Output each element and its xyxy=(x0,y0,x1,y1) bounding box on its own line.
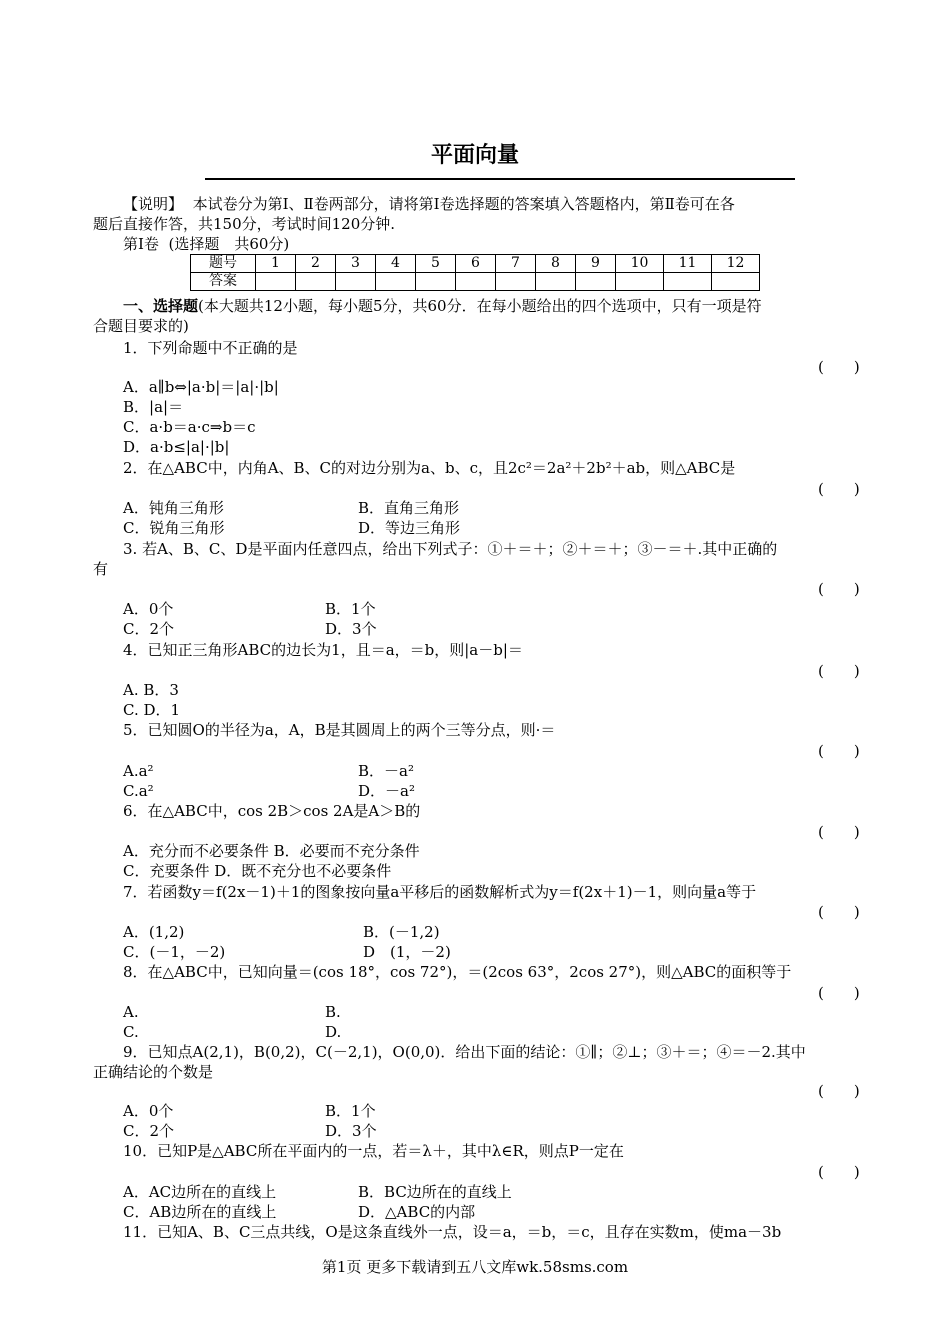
intro-text-1: 本试卷分为第Ⅰ、Ⅱ卷两部分，请将第Ⅰ卷选择题的答案填入答题格内，第Ⅱ卷可在各 xyxy=(192,195,735,213)
question-8-option-a[interactable]: A. xyxy=(123,1003,139,1021)
question-6-stem: 6．在△ABC中，cos 2B＞cos 2A是A＞B的 xyxy=(123,802,421,820)
section-1-desc-1: (本大题共12小题，每小题5分，共60分．在每小题给出的四个选项中，只有一项是符 xyxy=(198,297,762,315)
question-6-answer-blank[interactable]: ( ) xyxy=(818,823,860,841)
answer-cell[interactable] xyxy=(456,273,496,291)
answer-table-answer-row xyxy=(191,273,760,291)
question-8-stem: 8．在△ABC中，已知向量＝(cos 18°，cos 72°)，＝(2cos 63°，2cos 27°)，则△ABC的面积等于 xyxy=(123,963,792,981)
table-cell: 5 xyxy=(416,255,456,273)
section-1-heading: 一、选择题 xyxy=(123,297,199,315)
table-cell: 3 xyxy=(336,255,376,273)
answer-cell[interactable] xyxy=(296,273,336,291)
question-3-option-d[interactable]: D．3个 xyxy=(325,620,377,638)
question-9-option-d[interactable]: D．3个 xyxy=(325,1122,377,1140)
answer-table xyxy=(190,254,760,291)
answer-cell[interactable] xyxy=(536,273,576,291)
question-3-stem-2: 有 xyxy=(93,560,109,578)
question-5-option-d[interactable]: D．－a² xyxy=(358,782,415,800)
table-cell: 9 xyxy=(576,255,616,273)
question-10-option-c[interactable]: C．AB边所在的直线上 xyxy=(123,1203,277,1221)
question-7-option-d[interactable]: D (1，－2) xyxy=(363,943,451,961)
question-9-stem-1: 9．已知点A(2,1)，B(0,2)，C(－2,1)，O(0,0)．给出下面的结论：①∥；②⊥；③＋＝；④＝－2.其中 xyxy=(123,1043,806,1061)
question-3-option-a[interactable]: A．0个 xyxy=(123,600,174,618)
question-4-options-cd[interactable]: C. D．1 xyxy=(123,701,181,719)
question-5-option-c[interactable]: C.a² xyxy=(123,782,154,800)
intro-text-2: 题后直接作答，共150分，考试时间120分钟. xyxy=(93,215,396,233)
question-2-option-a[interactable]: A．钝角三角形 xyxy=(123,499,224,517)
table-cell: 2 xyxy=(296,255,336,273)
question-7-option-a[interactable]: A．(1,2) xyxy=(123,923,185,941)
question-8-option-d[interactable]: D. xyxy=(325,1023,342,1041)
question-9-stem-2: 正确结论的个数是 xyxy=(93,1063,214,1081)
question-4-answer-blank[interactable]: ( ) xyxy=(818,662,860,680)
page-title: 平面向量 xyxy=(430,143,519,168)
question-10-option-d[interactable]: D．△ABC的内部 xyxy=(358,1203,476,1221)
question-3-option-c[interactable]: C．2个 xyxy=(123,620,175,638)
table-cell: 11 xyxy=(664,255,712,273)
answer-cell[interactable] xyxy=(664,273,712,291)
title-underline xyxy=(205,178,795,180)
question-9-answer-blank[interactable]: ( ) xyxy=(818,1082,860,1100)
question-9-option-c[interactable]: C．2个 xyxy=(123,1122,175,1140)
question-4-options-ab[interactable]: A. B．3 xyxy=(123,681,179,699)
question-3-option-b[interactable]: B．1个 xyxy=(325,600,376,618)
question-3-answer-blank[interactable]: ( ) xyxy=(818,580,860,598)
question-10-stem: 10．已知P是△ABC所在平面内的一点，若＝λ＋，其中λ∈R，则点P一定在 xyxy=(123,1142,624,1160)
question-5-option-a[interactable]: A.a² xyxy=(123,762,154,780)
table-cell: 7 xyxy=(496,255,536,273)
answer-cell[interactable] xyxy=(616,273,664,291)
question-1-stem: 1．下列命题中不正确的是 xyxy=(123,339,298,357)
table-cell: 1 xyxy=(256,255,296,273)
table-cell: 4 xyxy=(376,255,416,273)
question-3-stem-1: 3. 若A、B、C、D是平面内任意四点，给出下列式子：①＋＝＋；②＋＝＋；③－＝＋.其中正确的 xyxy=(123,540,778,558)
question-5-option-b[interactable]: B．－a² xyxy=(358,762,414,780)
question-1-option-d[interactable]: D．a·b≤|a|·|b| xyxy=(123,438,230,456)
question-6-options-ab[interactable]: A．充分而不必要条件 B．必要而不充分条件 xyxy=(123,842,420,860)
section-1-line-1 xyxy=(123,296,762,316)
question-7-option-b[interactable]: B．(－1,2) xyxy=(363,923,440,941)
table-cell: 8 xyxy=(536,255,576,273)
question-7-stem: 7．若函数y＝f(2x－1)＋1的图象按向量a平移后的函数解析式为y＝f(2x＋1)－1，则向量a等于 xyxy=(123,883,757,901)
question-2-option-c[interactable]: C．锐角三角形 xyxy=(123,519,225,537)
question-5-stem: 5．已知圆O的半径为a，A，B是其圆周上的两个三等分点，则·＝ xyxy=(123,721,556,739)
volume-1-heading xyxy=(123,234,289,254)
page-footer: 第1页 更多下载请到五八文库wk.58sms.com xyxy=(321,1258,629,1276)
section-1-desc-2: 合题目要求的) xyxy=(93,317,189,335)
intro-line-1 xyxy=(123,194,735,214)
answer-cell[interactable] xyxy=(576,273,616,291)
question-1-option-c[interactable]: C．a·b＝a·c⇒b＝c xyxy=(123,418,256,436)
answer-cell[interactable] xyxy=(712,273,760,291)
question-2-answer-blank[interactable]: ( ) xyxy=(818,480,860,498)
answer-cell[interactable] xyxy=(256,273,296,291)
table-header-number: 题号 xyxy=(191,255,256,273)
answer-cell[interactable] xyxy=(416,273,456,291)
question-9-option-b[interactable]: B．1个 xyxy=(325,1102,376,1120)
question-7-answer-blank[interactable]: ( ) xyxy=(818,903,860,921)
table-cell: 6 xyxy=(456,255,496,273)
question-10-option-a[interactable]: A．AC边所在的直线上 xyxy=(123,1183,277,1201)
table-cell: 12 xyxy=(712,255,760,273)
answer-cell[interactable] xyxy=(336,273,376,291)
question-7-option-c[interactable]: C．(－1，－2) xyxy=(123,943,226,961)
question-6-options-cd[interactable]: C．充要条件 D．既不充分也不必要条件 xyxy=(123,862,392,880)
answer-cell[interactable] xyxy=(496,273,536,291)
table-cell: 10 xyxy=(616,255,664,273)
question-1-option-a[interactable]: A．a∥b⇔|a·b|＝|a|·|b| xyxy=(123,378,279,396)
question-11-stem: 11．已知A、B、C三点共线，O是这条直线外一点，设＝a，＝b，＝c，且存在实数m，使ma－3b xyxy=(123,1223,782,1241)
question-4-stem: 4．已知正三角形ABC的边长为1，且＝a，＝b，则|a－b|＝ xyxy=(123,641,523,659)
question-1-option-b[interactable]: B．|a|＝ xyxy=(123,398,184,416)
answer-table-number-row xyxy=(191,255,760,273)
question-2-option-b[interactable]: B．直角三角形 xyxy=(358,499,460,517)
question-2-option-d[interactable]: D．等边三角形 xyxy=(358,519,461,537)
question-5-answer-blank[interactable]: ( ) xyxy=(818,742,860,760)
volume-1-note: (选择题 共60分) xyxy=(168,235,290,253)
question-8-option-b[interactable]: B. xyxy=(325,1003,341,1021)
question-9-option-a[interactable]: A．0个 xyxy=(123,1102,174,1120)
volume-1-label: 第Ⅰ卷 xyxy=(123,235,159,253)
question-8-option-c[interactable]: C. xyxy=(123,1023,139,1041)
answer-cell[interactable] xyxy=(376,273,416,291)
question-1-answer-blank[interactable]: ( ) xyxy=(818,358,860,376)
table-header-answer: 答案 xyxy=(191,273,256,291)
question-8-answer-blank[interactable]: ( ) xyxy=(818,984,860,1002)
intro-label: 【说明】 xyxy=(123,195,184,213)
question-10-option-b[interactable]: B．BC边所在的直线上 xyxy=(358,1183,512,1201)
question-2-stem: 2．在△ABC中，内角A、B、C的对边分别为a、b、c，且2c²＝2a²＋2b²＋ab，则△ABC是 xyxy=(123,459,736,477)
question-10-answer-blank[interactable]: ( ) xyxy=(818,1163,860,1181)
